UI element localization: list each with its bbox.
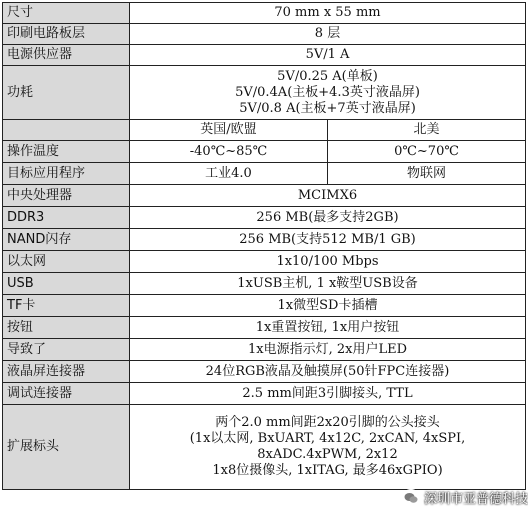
table-row [3,405,526,490]
table-row [3,120,526,141]
table-row [3,163,526,185]
row-value: 24位RGB液晶及触摸屏(50针FPC连接器) [130,361,526,383]
power-line: 5V/0.4A(主板+4.3英寸液晶屏) [235,84,420,100]
watermark [402,488,528,507]
expansion-line: (1x以太网, BxUART, 4x12C, 2xCAN, 4xSPI, [189,431,466,446]
row-value: 2.5 mm间距3引脚接头, TTL [130,383,526,405]
table-row [3,251,526,273]
expansion-cell [130,405,526,490]
row-label: 操作温度 [3,141,130,163]
row-label: 按钮 [3,317,130,339]
row-label: 导致了 [3,339,130,361]
table-row [3,141,526,163]
row-value: 1x微型SD卡插槽 [130,295,526,317]
table-row [3,339,526,361]
blank-cell [3,120,130,141]
watermark-text: 深圳市亚普德科技 [424,492,528,507]
row-value: 5V/1 A [130,45,526,66]
row-value: 8 层 [130,24,526,45]
row-value: 1x电源指示灯, 2x用户LED [130,339,526,361]
row-label: 目标应用程序 [3,163,130,185]
row-label: 中央处理器 [3,185,130,207]
table-row [3,229,526,251]
row-label: 尺寸 [3,3,130,24]
table-row [3,24,526,45]
row-value: 1xUSB主机, 1 x鞍型USB设备 [130,273,526,295]
power-line: 5V/0.25 A(单板) [277,68,378,84]
row-label: 功耗 [3,66,130,120]
table-row [3,273,526,295]
table-row [3,45,526,66]
row-label: NAND闪存 [3,229,130,251]
table-row [3,361,526,383]
row-label: 液晶屏连接器 [3,361,130,383]
table-row [3,295,526,317]
temp-uk-eu: -40℃~85℃ [130,141,328,163]
row-label: DDR3 [3,207,130,229]
expansion-line: 两个2.0 mm间距2x20引脚的公头接头 [215,415,440,430]
expansion-line: 1x8位摄像头, 1xITAG, 最多46xGPIO) [212,463,443,478]
table-row [3,185,526,207]
wechat-icon [402,489,420,507]
expansion-line: 8xADC.4xPWM, 2x12 [257,447,398,462]
row-label: 印刷电路板层 [3,24,130,45]
table-row [3,317,526,339]
table-row [3,207,526,229]
row-label: 扩展标头 [3,405,130,490]
power-consumption-cell [130,66,526,120]
row-value: 1x10/100 Mbps [130,251,526,273]
row-label: 以太网 [3,251,130,273]
region-na: 北美 [328,120,526,141]
row-label: TF卡 [3,295,130,317]
table-row [3,66,526,120]
row-label: 电源供应器 [3,45,130,66]
temp-na: 0℃~70℃ [328,141,526,163]
row-value: 256 MB(最多支持2GB) [130,207,526,229]
row-label: 调试连接器 [3,383,130,405]
row-value: 256 MB(支持512 MB/1 GB) [130,229,526,251]
row-value: MCIMX6 [130,185,526,207]
row-value: 1x重置按钮, 1x用户按钮 [130,317,526,339]
region-uk-eu: 英国/欧盟 [130,120,328,141]
table-row [3,383,526,405]
row-label: USB [3,273,130,295]
app-na: 物联网 [328,163,526,185]
table-row [3,3,526,24]
row-value: 70 mm x 55 mm [130,3,526,24]
spec-table [2,2,526,490]
power-line: 5V/0.8 A(主板+7英寸液晶屏) [239,100,416,116]
app-uk-eu: 工业4.0 [130,163,328,185]
